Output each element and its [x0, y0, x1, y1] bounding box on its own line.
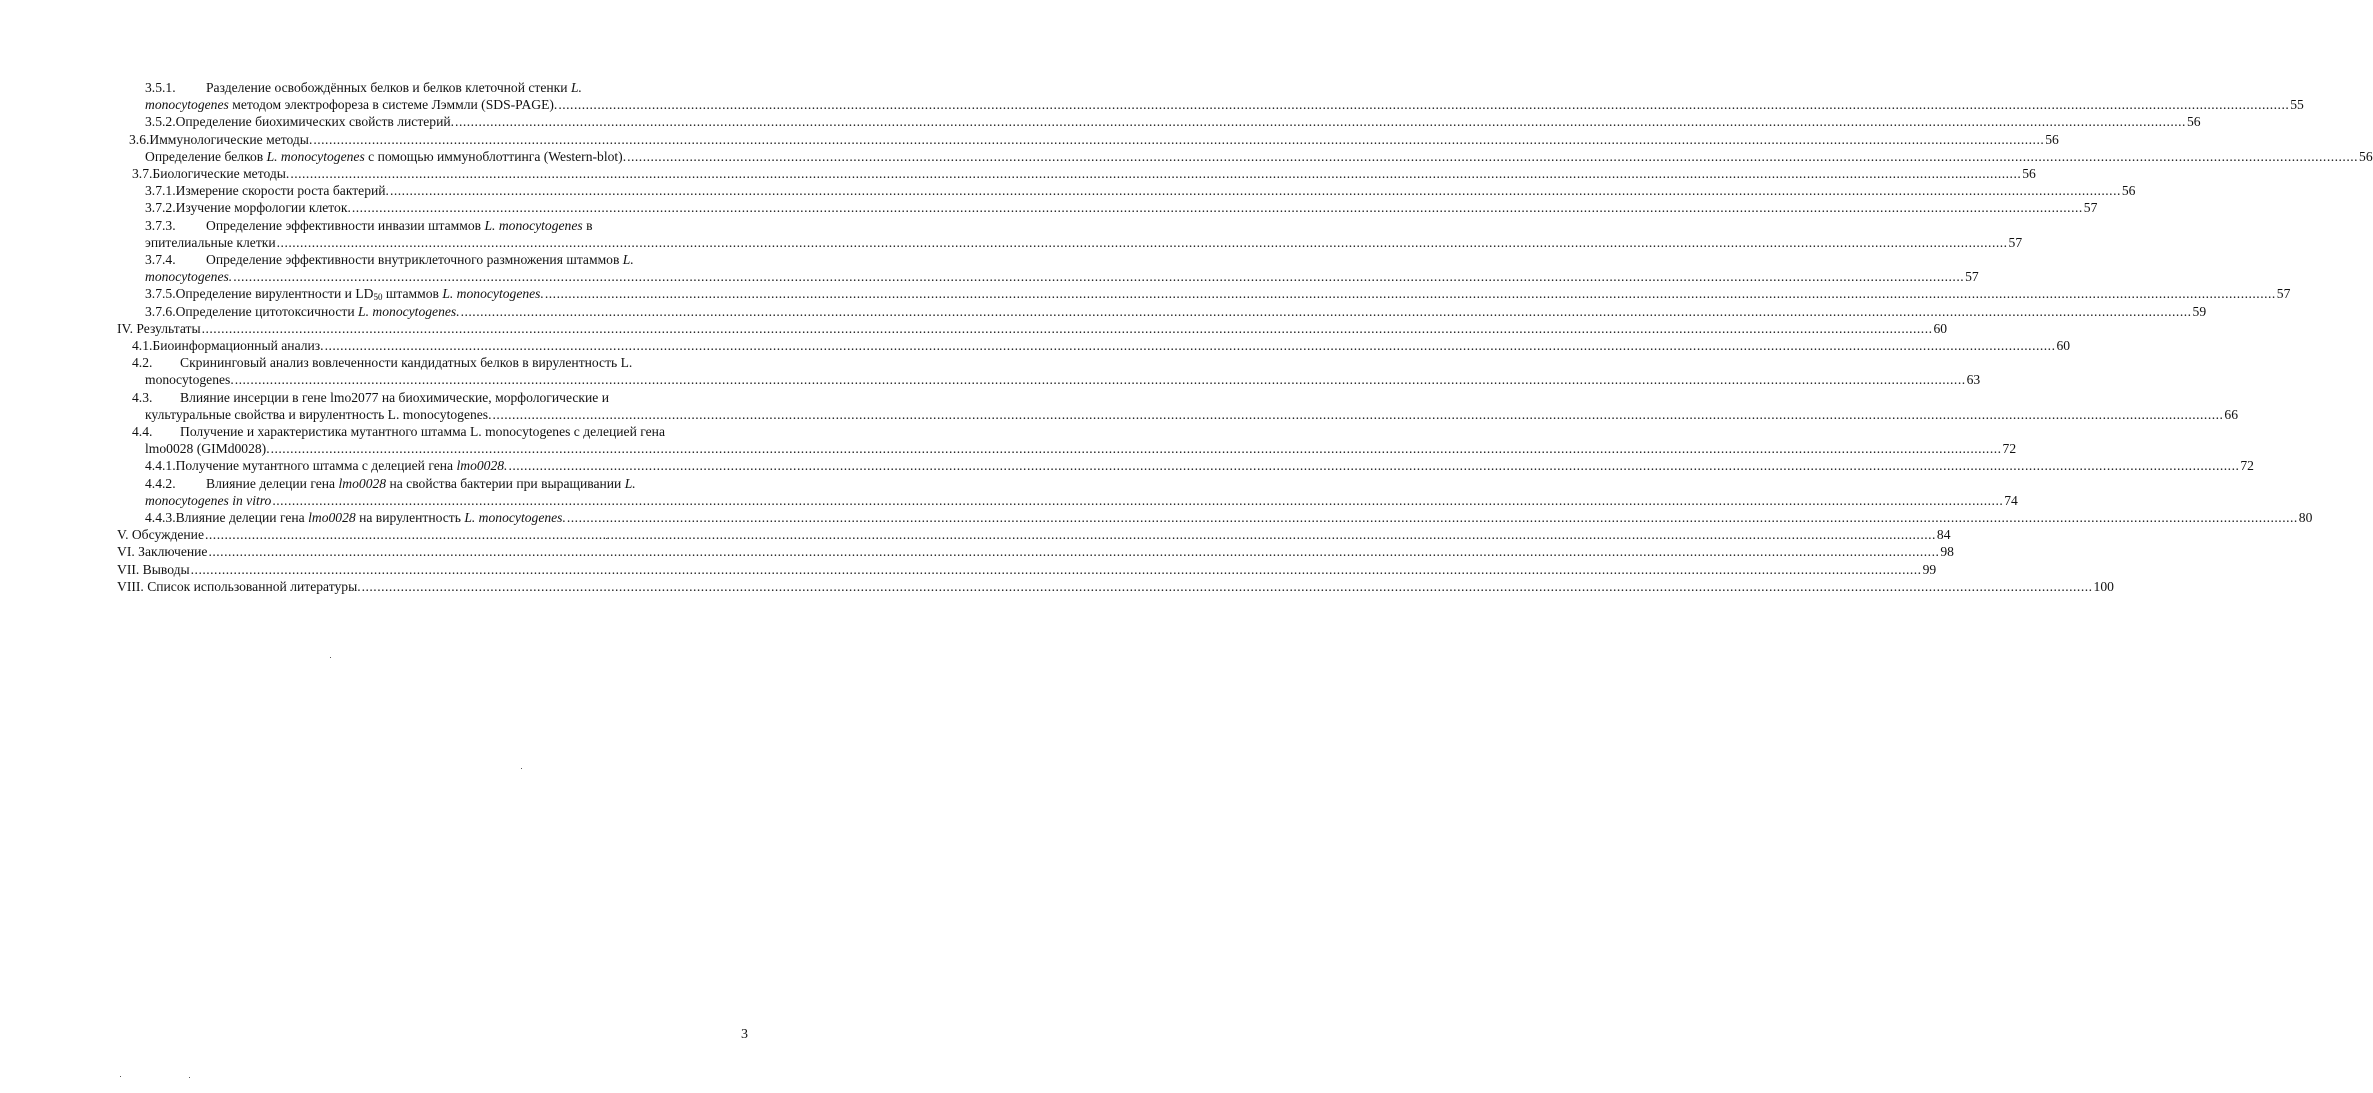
toc-page: 57	[2083, 200, 2098, 216]
toc-title-italic: lmo0028	[308, 510, 356, 526]
dot-leader	[205, 526, 1936, 543]
toc-page: 60	[2056, 338, 2071, 354]
toc-number: 4.4.	[132, 424, 153, 440]
toc-title: Измерение скорости роста бактерий.	[175, 183, 389, 199]
toc-title: lmo0028 (GIMd0028).	[145, 441, 270, 457]
toc-page: 56	[2186, 114, 2201, 130]
dot-leader	[352, 199, 2083, 216]
toc-title: Биоинформационный анализ.	[152, 338, 324, 354]
dot-leader	[233, 268, 1964, 285]
toc-entry-4-4-1	[117, 457, 2254, 474]
toc-title-part: Влияние делеции гена	[175, 510, 309, 526]
toc-title-part: Влияние делеции гена	[206, 475, 339, 491]
toc-page: 56	[2359, 148, 2373, 164]
toc-number: 4.4.1.	[145, 458, 176, 474]
toc-title: monocytogenes.	[145, 372, 234, 388]
toc-title-part: на вирулентность	[355, 510, 465, 526]
toc-page: 98	[1940, 544, 1954, 560]
scan-speck	[189, 1077, 190, 1078]
toc-page: 56	[2121, 183, 2136, 199]
toc-page: 99	[1922, 561, 1937, 577]
toc-title-italic: L.	[624, 475, 636, 491]
dot-leader	[508, 457, 2239, 474]
toc-title-part: Определение белков	[145, 148, 267, 164]
dot-leader	[455, 113, 2186, 130]
toc-title-italic: monocytogenes	[145, 97, 229, 113]
toc-title-italic: L.	[570, 80, 582, 95]
dot-leader	[235, 371, 1966, 388]
toc-page: 56	[2045, 131, 2059, 147]
toc-title-italic: lmo0028.	[456, 458, 508, 474]
toc-number: 3.5.2.	[145, 114, 176, 130]
scan-speck	[120, 1076, 121, 1077]
toc-title-italic: L.	[622, 252, 634, 268]
toc-number: 3.7.	[132, 166, 153, 182]
toc-title: IV. Результаты	[117, 320, 201, 336]
toc-title: Изучение морфологии клеток.	[175, 200, 351, 216]
toc-title	[206, 217, 593, 234]
toc-title-italic: L. monocytogenes.	[442, 286, 544, 302]
toc-number: 3.7.3.	[145, 217, 176, 233]
dot-leader	[290, 165, 2021, 182]
table-of-contents	[117, 79, 2373, 595]
toc-title: VIII. Список использованной литературы.	[117, 578, 361, 594]
dot-leader	[271, 440, 2002, 457]
toc-title: VI. Заключение	[117, 544, 208, 560]
toc-title-part: Получение мутантного штамма с делецией гена	[175, 458, 457, 474]
toc-entry-4-1	[117, 337, 2071, 354]
toc-page: 56	[2022, 166, 2036, 182]
toc-entry-vi	[117, 543, 1954, 560]
toc-entry-4-4-cont	[117, 440, 2017, 457]
scan-speck	[330, 657, 331, 658]
toc-title-italic: L. monocytogenes.	[464, 510, 566, 526]
toc-title: Получение и характеристика мутантного штамма L. monocytogenes с делецией гена	[180, 424, 665, 440]
dot-leader	[627, 148, 2358, 165]
toc-title-italic: lmo0028	[338, 475, 387, 491]
toc-entry-3-5-1-cont	[117, 96, 2304, 113]
toc-page: 55	[2290, 97, 2304, 113]
toc-title-italic: monocytogenes in vitro	[145, 492, 272, 508]
toc-entry-3-7-4-cont	[117, 268, 1979, 285]
toc-entry-3-6	[117, 131, 2059, 148]
toc-title-subscript: 50	[373, 292, 383, 303]
toc-number: 3.7.1.	[145, 183, 176, 199]
toc-entry-3-7-5	[117, 285, 2291, 303]
toc-number: 4.4.3.	[145, 510, 176, 526]
toc-number: 4.4.2.	[145, 475, 176, 491]
toc-page: 63	[1966, 372, 1981, 388]
toc-title	[145, 96, 557, 113]
toc-title	[145, 492, 271, 509]
toc-entry-3-7-4	[117, 251, 751, 268]
toc-page: 60	[1933, 320, 1948, 336]
scan-speck	[521, 768, 522, 769]
toc-title-part: на свойства бактерии при выращивании	[386, 475, 625, 491]
toc-title	[176, 509, 566, 526]
scan-speck	[606, 538, 607, 539]
toc-title-italic: L. monocytogenes.	[358, 303, 460, 319]
toc-page: 80	[2298, 510, 2313, 526]
toc-page: 72	[2240, 458, 2254, 474]
toc-title	[145, 148, 626, 165]
toc-number: 3.7.5.	[145, 286, 176, 302]
toc-title: культуральные свойства и вирулентность L. monocytogenes.	[145, 406, 492, 422]
toc-title	[206, 79, 582, 96]
toc-entry-4-4-2	[117, 475, 751, 492]
toc-title-part: с помощью иммуноблоттинга (Western-blot).	[364, 148, 627, 164]
toc-title	[206, 251, 634, 268]
toc-page: 72	[2002, 441, 2017, 457]
toc-number: 3.7.2.	[145, 200, 176, 216]
dot-leader	[362, 578, 2093, 595]
dot-leader	[202, 320, 1933, 337]
toc-page: 57	[2008, 234, 2023, 250]
toc-entry-3-7-2	[117, 199, 2098, 216]
toc-entry-4-3	[117, 389, 751, 406]
toc-number: 3.5.1.	[145, 80, 176, 95]
dot-leader	[208, 543, 1939, 560]
toc-title	[176, 285, 544, 302]
toc-title: эпителиальные клетки	[145, 234, 276, 250]
toc-title-italic: monocytogenes.	[145, 269, 233, 285]
dot-leader	[390, 182, 2121, 199]
toc-page: 57	[2276, 286, 2291, 302]
dot-leader	[461, 303, 2192, 320]
toc-title	[206, 475, 636, 492]
toc-title-part: методом электрофореза в системе Лэммли (SDS-PAGE).	[228, 97, 558, 113]
toc-entry-3-5-2	[117, 113, 2201, 130]
dot-leader	[277, 234, 2008, 251]
toc-title-part: в	[582, 217, 593, 233]
toc-title: Скрининговый анализ вовлеченности кандидатных белков в вирулентность L.	[180, 355, 633, 371]
dot-leader	[325, 337, 2056, 354]
toc-title: Влияние инсерции в гене lmo2077 на биохимические, морфологические и	[180, 389, 609, 405]
toc-title-part: Определение вирулентности и LD	[175, 286, 374, 302]
dot-leader	[558, 96, 2289, 113]
toc-title-italic: L. monocytogenes	[484, 217, 583, 233]
toc-number: 3.7.6.	[145, 303, 176, 319]
toc-number: 4.3.	[132, 389, 153, 405]
toc-entry-3-7-1	[117, 182, 2136, 199]
dot-leader	[493, 406, 2224, 423]
dot-leader	[313, 131, 2044, 148]
toc-entry-4-4-3	[117, 509, 2313, 526]
toc-page: 57	[1965, 269, 1979, 285]
toc-entry-3-7-3	[117, 217, 751, 234]
toc-title-part: штаммов	[382, 286, 443, 302]
toc-entry-4-2	[117, 354, 751, 371]
toc-entry-4-2-cont	[117, 371, 1981, 388]
toc-page: 100	[2093, 578, 2114, 594]
toc-title-part: Определение эффективности внутриклеточного размножения штаммов	[206, 252, 623, 268]
toc-title: Иммунологические методы.	[149, 131, 313, 147]
toc-entry-3-7	[117, 165, 2036, 182]
toc-entry-viii	[117, 578, 2114, 595]
toc-title-part: Определение цитотоксичности	[175, 303, 359, 319]
dot-leader	[191, 561, 1922, 578]
toc-entry-western-blot	[117, 148, 2373, 165]
toc-number: 3.6.	[129, 131, 150, 147]
toc-entry-vii	[117, 561, 1937, 578]
toc-entry-v	[117, 526, 1951, 543]
toc-title	[176, 303, 460, 320]
toc-title-part: Определение эффективности инвазии штаммов	[206, 217, 485, 233]
toc-number: 4.1.	[132, 338, 153, 354]
toc-title-part: Разделение освобождённых белков и белков клеточной стенки	[206, 80, 571, 95]
toc-entry-3-7-3-cont	[117, 234, 2023, 251]
page-number: 3	[741, 1027, 748, 1042]
toc-entry-3-5-1	[117, 79, 751, 96]
toc-title	[176, 457, 508, 474]
toc-title-italic: L. monocytogenes	[266, 148, 365, 164]
toc-title: V. Обсуждение	[117, 527, 204, 543]
toc-number: 3.7.4.	[145, 252, 176, 268]
toc-entry-4-3-cont	[117, 406, 2239, 423]
toc-page: 59	[2192, 303, 2207, 319]
toc-page: 74	[2004, 492, 2018, 508]
dot-leader	[567, 509, 2298, 526]
dot-leader	[545, 285, 2276, 302]
toc-title: Определение биохимических свойств листерий.	[175, 114, 455, 130]
toc-title: Биологические методы.	[152, 166, 290, 182]
toc-entry-4-4-2-cont	[117, 492, 2018, 509]
toc-number: 4.2.	[132, 355, 153, 371]
toc-title: VII. Выводы	[117, 561, 190, 577]
toc-entry-iv	[117, 320, 1948, 337]
toc-entry-4-4	[117, 423, 751, 440]
dot-leader	[272, 492, 2003, 509]
toc-entry-3-7-6	[117, 303, 2207, 320]
toc-title	[145, 268, 232, 285]
toc-page: 84	[1936, 527, 1951, 543]
toc-page: 66	[2224, 406, 2239, 422]
